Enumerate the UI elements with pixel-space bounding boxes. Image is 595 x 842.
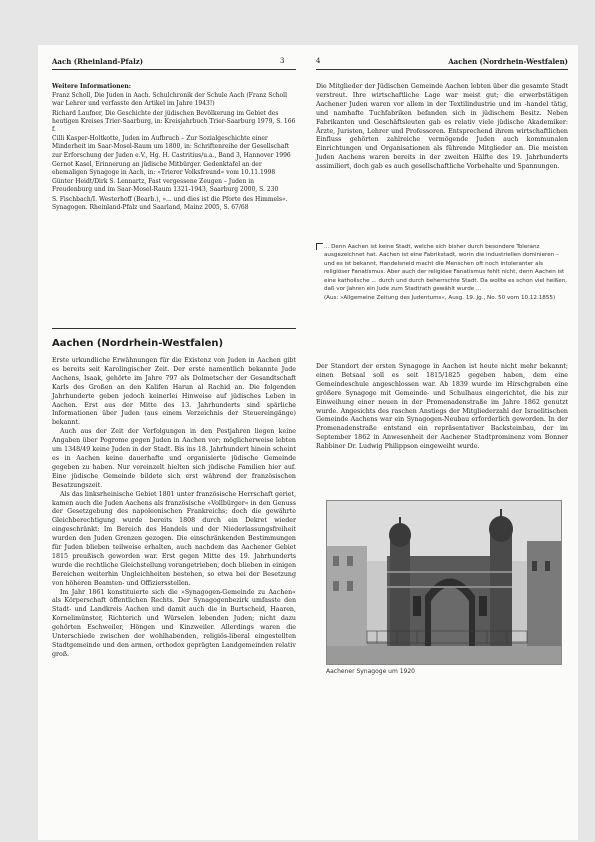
paragraph: Auch aus der Zeit der Verfolgungen in den Pestjahren liegen keine Angaben über Pogrome gegen Juden in Aachen vor; möglicherweise lebten um 1348/49 keine Juden in der Stadt. Bis ins 18. Jahrhundert hinein scheint es in Aachen keine dauerhafte und organisierte jüdische Gemeinde gegeben zu haben. Nur vereinzelt hielten sich jüdische Familien hier auf. Eine jüdische Gemeinde bildete sich erst während der französischen Besatzungszeit. — [52, 428, 296, 489]
section-rule — [52, 328, 296, 329]
synagogue-illustration — [327, 501, 561, 664]
right-body-text-top — [316, 83, 568, 172]
reference-item: S. Fischbach/I. Westerhoff (Bearb.), »... und dies ist die Pforte des Himmels«. Synagogen. Rheinland-Pfalz und Saarland, Mainz 2005, S. 67/68 — [52, 195, 288, 211]
references-block — [52, 83, 296, 213]
paragraph: Im Jahr 1861 konstituierte sich die »Synagogen-Gemeinde zu Aachen« als Körperschaft öffentlichen Rechts. Der Synagogenbezirk umfasste den Stadt- und Landkreis Aachen und damit auch die in Burtscheid, Haaren, Kornelimünster, Richterich und Würselen lebenden Juden; nicht dazu gehörten Eschweiler, Höngen und Kinzweiler. Allerdings waren die Unterschiede zwischen der wohlhabenden, religiös-liberal eingestellten Stadtgemeinde und den armen, orthodox geprägten Landgemeinden relativ groß. — [52, 588, 296, 658]
quote-text: ... Denn Aachen ist keine Stadt, welche sich bisher durch besondere Toleranz ausgezeichnet hat. Aachen ist eine Fabrikstadt, worin die industriellen dominieren – und es ist bekannt, Handelsneid macht die Menschen oft noch intoleranter als religiöser Fanatismus. Aber auch der religiöse Fanatismus fehlt nicht, denn Aachen ist eine katholische ... durch und durch beherrschte Stadt. Da wollte es schon viel heißen, daß vor Jahren ein Jude zum Stadtrath gewählt wurde ... — [324, 244, 568, 293]
reference-item: Gernot Kasel, Erinnerung an jüdische Mitbürger. Gedenktafel an der ehemaligen Synagoge in Aach, in: »Trierer Volksfreund« vom 10.11.1998 — [52, 160, 276, 177]
quote-block — [316, 243, 568, 303]
paragraph: Als das linksrheinische Gebiet 1801 unter französische Herrschaft geriet, kamen auch die Juden Aachens als französische »Vollbürger« in den Genuss der Gesetzgebung des napoleonischen Frankreichs; doch die gewährte Gleichberechtigung wurde bereits 1808 durch ein Dekret wieder eingeschränkt: Im Bereich des Handels und der Niederlassungsfreiheit wurden den Juden Grenzen gezogen. Die einschränkenden Bestimmungen für Juden blieben teilweise erhalten, auch nachdem das Aachener Gebiet 1815 preußisch geworden war. Erst gegen Mitte des 19. Jahrhunderts wurde die rechtliche Gleichstellung vorangetrieben, doch blieben in einigen Bereichen weiterhin Ungleichheiten bestehen, so etwa bei der Besetzung von höheren Beamten- und Offiziersstellen. — [52, 490, 296, 587]
references-heading: Weitere Informationen: — [52, 83, 131, 90]
quote-source: (Aus: »Allgemeine Zeitung des Judentums«, Ausg. 19. Jg., No. 50 vom 10.12.1855) — [324, 295, 556, 302]
paragraph: Der Standort der ersten Synagoge in Aachen ist heute nicht mehr bekannt; einen Betsaal soll es seit 1815/1825 gegeben haben, dem eine Gemeindeschule angeschlossen war. Ab 1839 wurde im Hirschgraben eine größere Synagoge mit Gemeinde- und Schulhaus eingerichtet, die bis zur Einweihung einer neuen in der Promenadenstraße im Jahre 1862 genutzt wurde. Angesichts des raschen Anstiegs der Mitgliederzahl der Israelitischen Gemeinde Aachens war ein Synagogen-Neubau erforderlich geworden. In der Promenadenstraße entstand ein repräsentativer Backsteinbau, der im September 1862 in Anwesenheit der Aachener Stadtprominenz vom Bonner Rabbiner Dr. Ludwig Philippson eingeweiht wurde. — [316, 363, 568, 451]
section-title: Aachen (Nordrhein-Westfalen) — [52, 338, 224, 349]
running-head-left: Aach (Rheinland-Pfalz) — [52, 57, 144, 66]
page-number-right: 4 — [316, 57, 321, 65]
document-spread — [38, 45, 578, 840]
header-rule-right — [316, 69, 568, 70]
paragraph: Die Mitglieder der Jüdischen Gemeinde Aachen lebten über die gesamte Stadt verstreut. Ihre wirtschaftliche Lage war meist gut; die erwerbstätigen Aachener Juden waren vor allem in der Textilindustrie und im -handel tätig, und namhafte Tuchfabriken befanden sich in jüdischem Besitz. Neben Fabrikanten und Geschäftsleuten gab es relativ viele jüdische Akademiker: Ärzte, Juristen, Lehrer und Professoren. Entsprechend ihrem wirtschaftlichen Einfluss gehörten zahlreiche vermögende Juden auch kommunalen Einrichtungen und Organisationen als führende Mitglieder an. Die meisten Juden Aachens waren bereits in der zweiten Hälfte des 19. Jahrhunderts assimiliert, doch gab es auch gesellschaftliche Vorbehalte und Spannungen. — [316, 83, 568, 171]
reference-item: Cilli Kasper-Holtkotte, Juden im Aufbruch – Zur Sozialgeschichte einer Minderheit im Saar-Mosel-Raum um 1800, in: Schriftenreihe der Gesellschaft zur Erforschung der Juden e.V., Hg. H. Castritius/u.a., Band 3, Hannover 1996 — [52, 135, 291, 159]
paragraph: Erste urkundliche Erwähnungen für die Existenz von Juden in Aachen gibt es bereits seit Karolingischer Zeit. Der erste namentlich bekannte Jude Aachens, Isaak, gehörte im Jahre 797 als Dolmetscher der Gesandtschaft Karls des Großen an den Kalifen Harun al Rachid an. Die folgenden Jahrhunderte geben jedoch keinerlei Hinweise auf jüdisches Leben in Aachen. Erst aus der Mitte des 13. Jahrhunderts sind spärliche Informationen über Juden (aus einem Verzeichnis der Steuereingänge) bekannt. — [52, 357, 296, 427]
header-rule-left — [52, 69, 296, 70]
synagogue-photo — [326, 500, 562, 665]
right-body-text-bottom — [316, 363, 568, 452]
quote-bracket — [316, 243, 323, 250]
reference-item: Franz Scholl, Die Juden in Aach. Schulchronik der Schule Aach (Franz Scholl war Lehrer und verfasste den Artikel im Jahre 1943!) — [52, 92, 288, 108]
photo-caption: Aachener Synagoge um 1920 — [326, 668, 415, 675]
reference-item: Günter Heidt/Dirk S. Lennartz, Fast vergessene Zeugen – Juden in Freudenburg und im Saar-Mosel-Raum 1321-1943, Saarburg 2000, S. 230 — [52, 178, 279, 194]
page-number-left: 3 — [280, 57, 285, 65]
left-body-text — [52, 357, 296, 660]
running-head-right: Aachen (Nordrhein-Westfalen) — [448, 57, 568, 66]
reference-item: Richard Laufner, Die Geschichte der jüdischen Bevölkerung im Gebiet des heutigen Kreises Trier-Saarburg, in: Kreisjahrbuch Trier-Saarburg 1979, S. 166 f. — [52, 109, 296, 134]
